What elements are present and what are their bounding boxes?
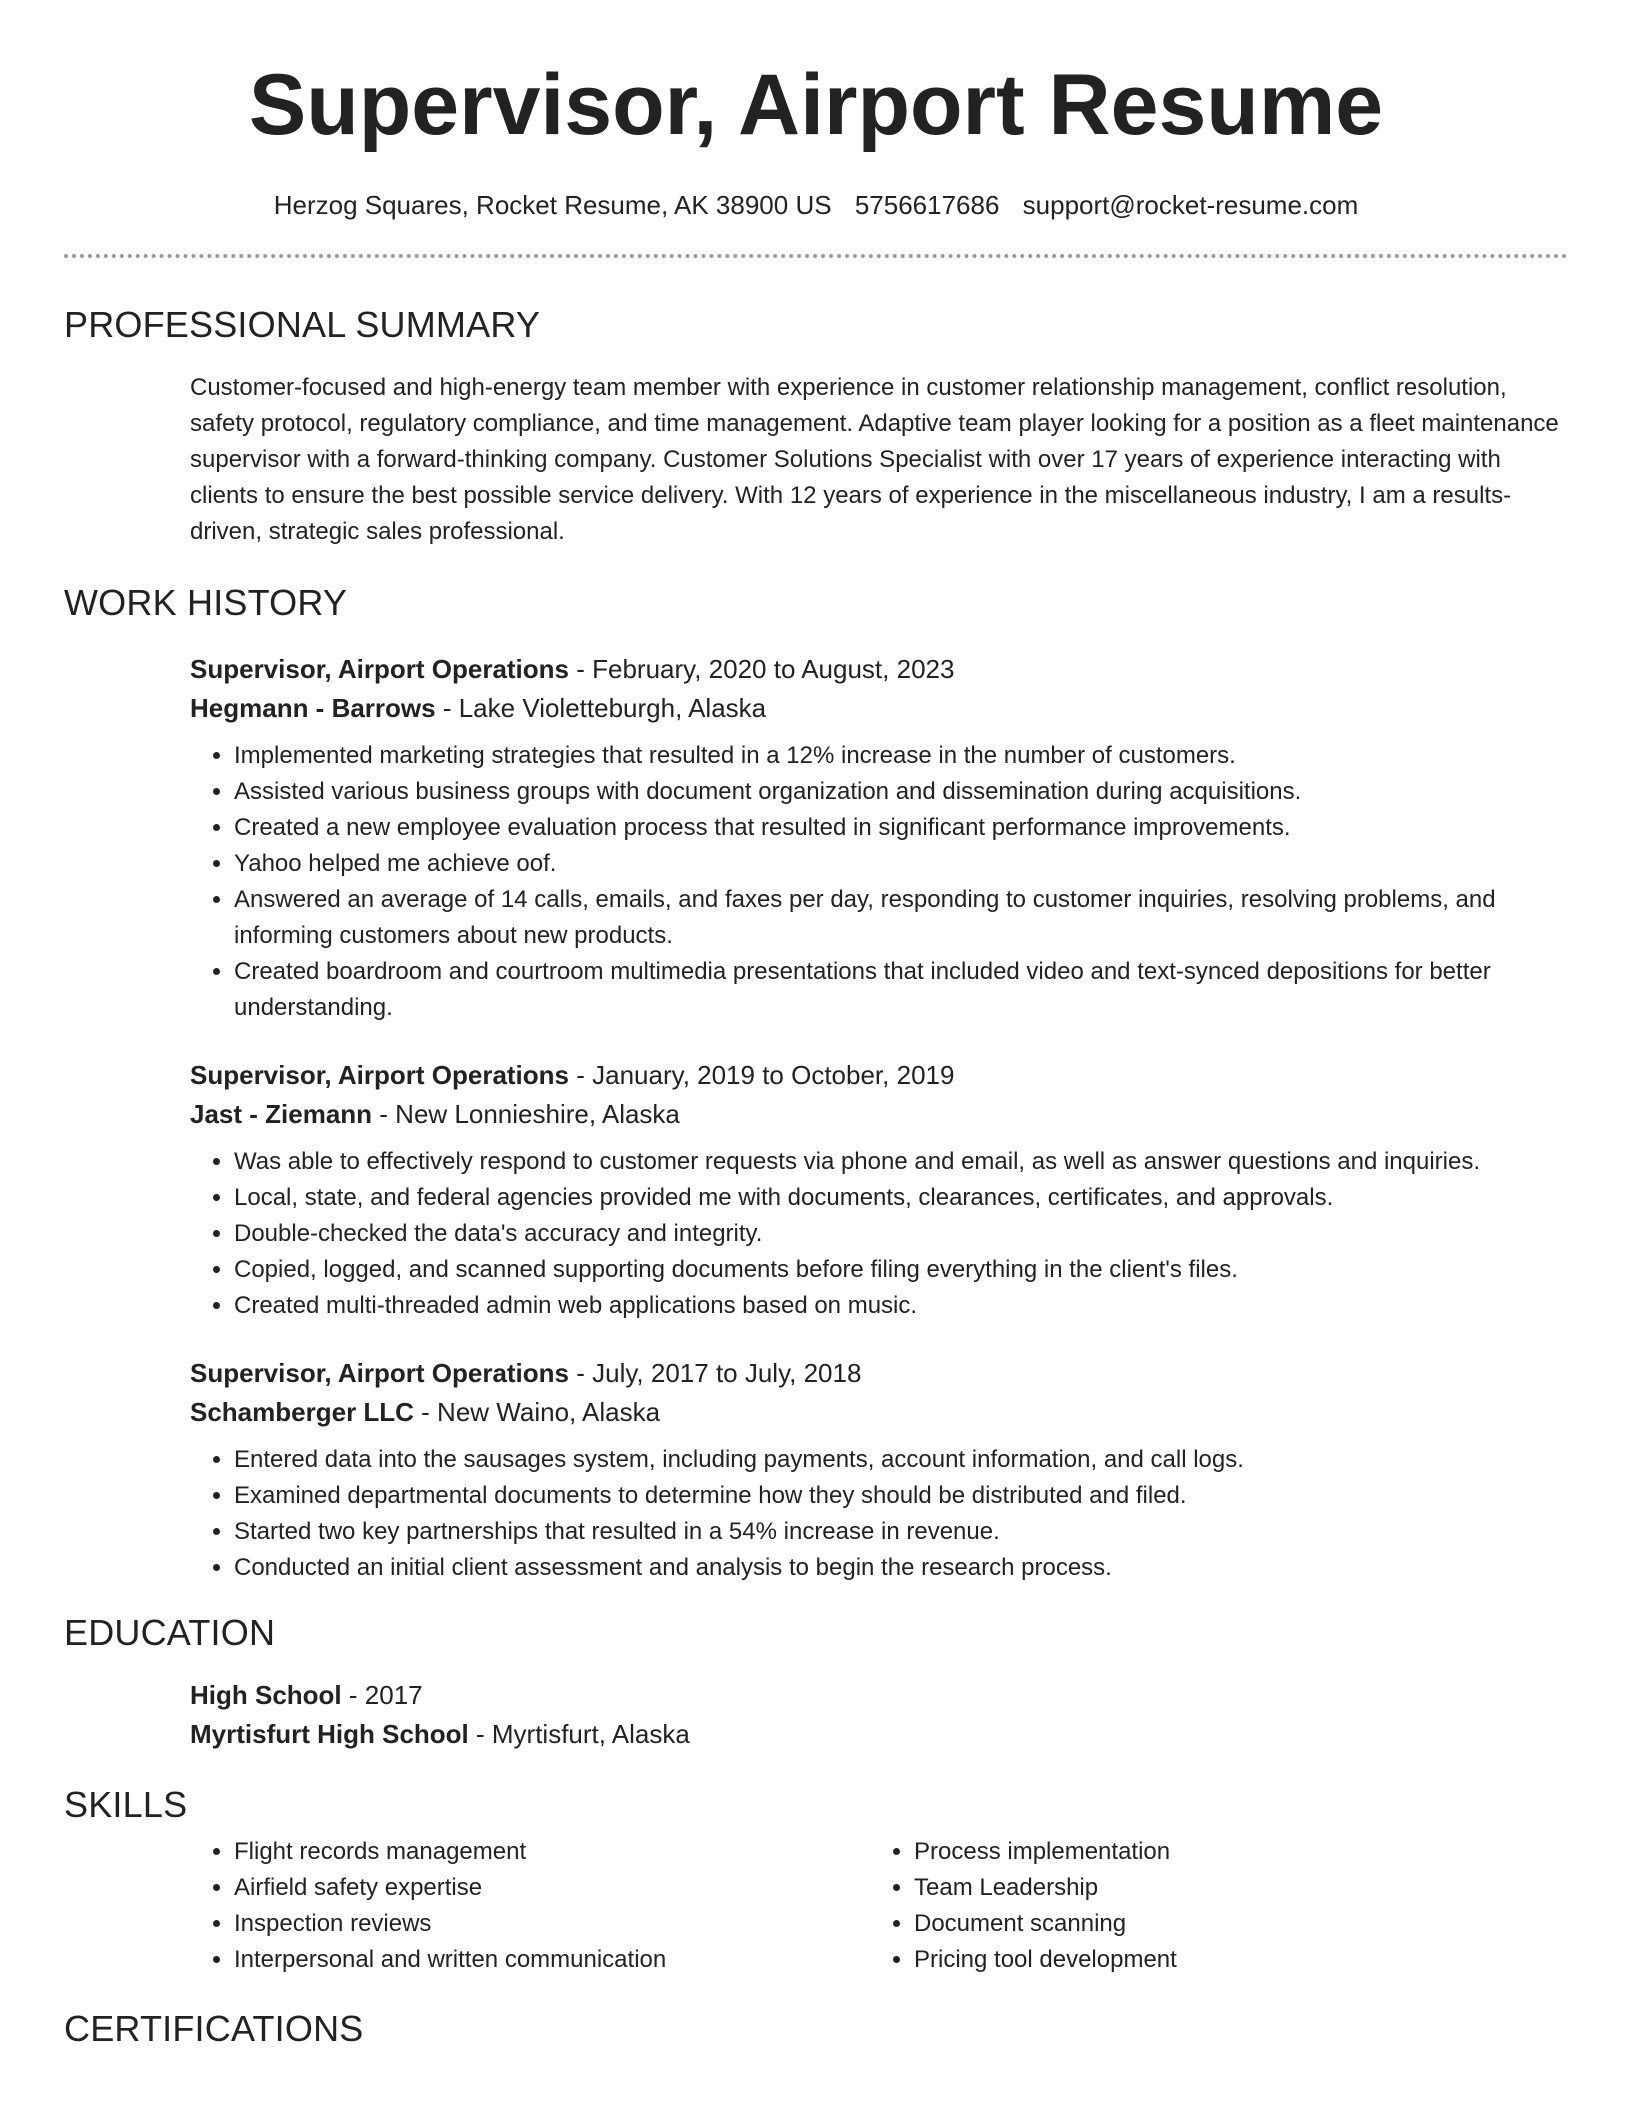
work-history-heading: WORK HISTORY: [64, 582, 348, 623]
skill-item: • Document scanning: [914, 1906, 1177, 1942]
bullet-item: • Implemented marketing strategies that resulted in a 12% increase in the number of customers.: [234, 738, 1568, 774]
header-divider: [64, 254, 1568, 258]
education-year: - 2017: [341, 1680, 423, 1710]
contact-email: support@rocket-resume.com: [1022, 190, 1359, 220]
skill-item: • Process implementation: [914, 1834, 1177, 1870]
bullet-item: • Started two key partnerships that resulted in a 54% increase in revenue.: [234, 1514, 1568, 1550]
job-bullets: [190, 738, 1568, 1026]
job-company: Jast - Ziemann: [190, 1099, 373, 1129]
job-dates: - February, 2020 to August, 2023: [569, 654, 955, 684]
bullet-item: • Was able to effectively respond to customer requests via phone and email, as well as answer questions and inquiries.: [234, 1144, 1568, 1180]
education-school: Myrtisfurt High School: [190, 1719, 469, 1749]
skills-column-right: [870, 1834, 1177, 1978]
job-location: - Lake Violetteburgh, Alaska: [435, 693, 767, 723]
job-title-line: [190, 1354, 1568, 1393]
job-company: Hegmann - Barrows: [190, 693, 436, 723]
resume-title: Supervisor, Airport Resume: [248, 57, 1384, 153]
education-school-line: [190, 1715, 1568, 1754]
skill-item: • Team Leadership: [914, 1870, 1177, 1906]
job-title: Supervisor, Airport Operations: [190, 654, 570, 684]
job-entry-3: [190, 1354, 1568, 1586]
bullet-item: • Answered an average of 14 calls, emails, and faxes per day, responding to customer inquiries, resolving problems, and informing customers about new products.: [234, 882, 1568, 954]
skills-column-left: [190, 1834, 870, 1978]
education-entry: [190, 1676, 1568, 1754]
bullet-item: • Local, state, and federal agencies provided me with documents, clearances, certificates, and approvals.: [234, 1180, 1568, 1216]
job-title: Supervisor, Airport Operations: [190, 1060, 570, 1090]
summary-heading: PROFESSIONAL SUMMARY: [64, 304, 541, 345]
bullet-item: • Assisted various business groups with document organization and dissemination during acquisitions.: [234, 774, 1568, 810]
summary-text: Customer-focused and high-energy team member with experience in customer relationship management, conflict resolution, safety protocol, regulatory compliance, and time management. Adaptive team player looking for a position as a fleet maintenance supervisor with a forward-thinking company. Customer Solutions Specialist with over 17 years of experience interacting with clients to ensure the best possible service delivery. With 12 years of experience in the miscellaneous industry, I am a results-driven, strategic sales professional.: [190, 374, 1559, 545]
job-title: Supervisor, Airport Operations: [190, 1358, 570, 1388]
skill-item: • Pricing tool development: [914, 1942, 1177, 1978]
education-location: - Myrtisfurt, Alaska: [468, 1719, 690, 1749]
job-location: - New Lonnieshire, Alaska: [372, 1099, 680, 1129]
skill-item: • Interpersonal and written communication: [234, 1942, 870, 1978]
job-company-line: [190, 689, 1568, 728]
contact-address: Herzog Squares, Rocket Resume, AK 38900 US: [273, 190, 832, 220]
job-dates: - July, 2017 to July, 2018: [569, 1358, 862, 1388]
skill-item: • Inspection reviews: [234, 1906, 870, 1942]
bullet-item: • Entered data into the sausages system, including payments, account information, and call logs.: [234, 1442, 1568, 1478]
skill-item: • Airfield safety expertise: [234, 1870, 870, 1906]
contact-phone: 5756617686: [854, 190, 1000, 220]
bullet-item: • Created multi-threaded admin web applications based on music.: [234, 1288, 1568, 1324]
bullet-item: • Copied, logged, and scanned supporting documents before filing everything in the client's files.: [234, 1252, 1568, 1288]
skills-heading: SKILLS: [64, 1784, 188, 1825]
skills-list-right: [870, 1834, 1177, 1978]
education-degree-line: [190, 1676, 1568, 1715]
bullet-item: • Created boardroom and courtroom multimedia presentations that included video and text-synced depositions for better understanding.: [234, 954, 1568, 1026]
job-bullets: [190, 1442, 1568, 1586]
skills-list-left: [190, 1834, 870, 1978]
bullet-item: • Conducted an initial client assessment and analysis to begin the research process.: [234, 1550, 1568, 1586]
job-entry-1: [190, 650, 1568, 1026]
job-dates: - January, 2019 to October, 2019: [569, 1060, 955, 1090]
bullet-item: • Created a new employee evaluation process that resulted in significant performance improvements.: [234, 810, 1568, 846]
job-title-line: [190, 1056, 1568, 1095]
bullet-item: • Yahoo helped me achieve oof.: [234, 846, 1568, 882]
education-heading: EDUCATION: [64, 1612, 276, 1653]
certifications-heading: CERTIFICATIONS: [64, 2008, 364, 2049]
job-company-line: [190, 1393, 1568, 1432]
bullet-item: • Examined departmental documents to determine how they should be distributed and filed.: [234, 1478, 1568, 1514]
job-company-line: [190, 1095, 1568, 1134]
job-company: Schamberger LLC: [190, 1397, 414, 1427]
skill-item: • Flight records management: [234, 1834, 870, 1870]
education-degree: High School: [190, 1680, 342, 1710]
skills-grid: [190, 1834, 1568, 1978]
job-location: - New Waino, Alaska: [413, 1397, 661, 1427]
job-title-line: [190, 650, 1568, 689]
bullet-item: • Double-checked the data's accuracy and integrity.: [234, 1216, 1568, 1252]
job-bullets: [190, 1144, 1568, 1324]
job-entry-2: [190, 1056, 1568, 1324]
contact-line: [64, 190, 1568, 221]
